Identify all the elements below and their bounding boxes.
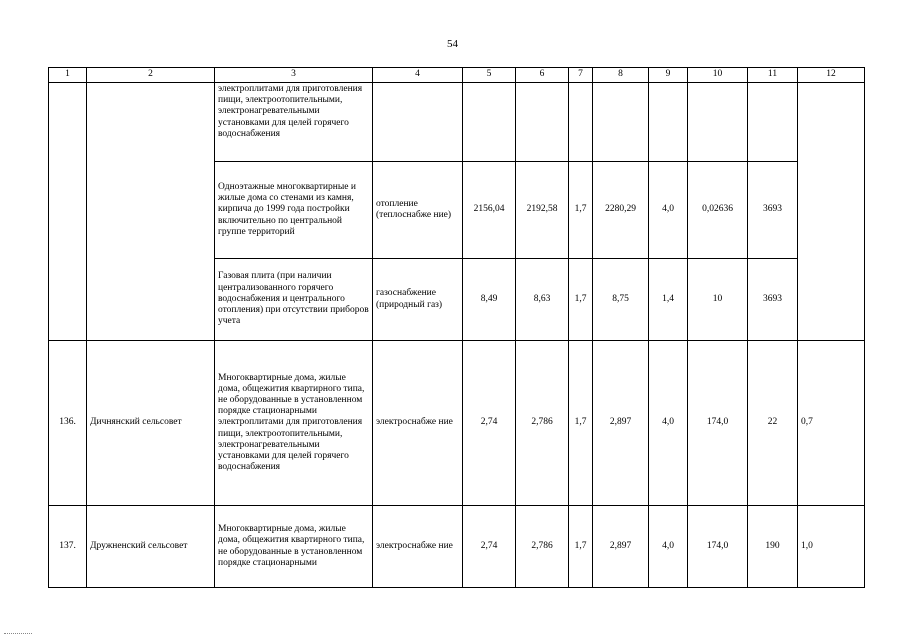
coefficient-cell (798, 83, 865, 341)
column-header: 1 (49, 68, 87, 83)
value-cell: 2,786 (516, 341, 569, 506)
column-header: 8 (593, 68, 649, 83)
value-cell: 2,74 (463, 506, 516, 588)
value-cell: 1,7 (569, 341, 593, 506)
column-header: 7 (569, 68, 593, 83)
description-cell: электроплитами для приготовления пищи, электроотопительными, электронагревательными установками для целей горячего водоснабжения (215, 83, 373, 162)
value-cell: 22 (748, 341, 798, 506)
value-cell: 1,4 (649, 259, 688, 341)
value-cell (688, 83, 748, 162)
value-cell: 8,75 (593, 259, 649, 341)
service-cell: газоснабжение (природный газ) (373, 259, 463, 341)
value-cell: 8,49 (463, 259, 516, 341)
settlement-cell: Дружненский сельсовет (87, 506, 215, 588)
value-cell: 4,0 (649, 162, 688, 259)
value-cell: 190 (748, 506, 798, 588)
value-cell: 8,63 (516, 259, 569, 341)
service-cell: электроснабже ние (373, 506, 463, 588)
value-cell (593, 83, 649, 162)
value-cell (569, 83, 593, 162)
value-cell: 2,897 (593, 506, 649, 588)
column-header: 9 (649, 68, 688, 83)
value-cell: 0,02636 (688, 162, 748, 259)
table-header-row (49, 68, 865, 83)
column-header: 5 (463, 68, 516, 83)
value-cell (649, 83, 688, 162)
table-row (49, 83, 865, 162)
value-cell (516, 83, 569, 162)
value-cell (748, 83, 798, 162)
column-header: 11 (748, 68, 798, 83)
value-cell: 174,0 (688, 341, 748, 506)
value-cell: 3693 (748, 162, 798, 259)
value-cell: 4,0 (649, 341, 688, 506)
column-header: 3 (215, 68, 373, 83)
description-cell: Газовая плита (при наличии централизованного горячего водоснабжения и центрального отопления) при отсутствии приборов учета (215, 259, 373, 341)
table-row (49, 341, 865, 506)
value-cell: 2280,29 (593, 162, 649, 259)
settlement-cell (87, 83, 215, 341)
value-cell: 4,0 (649, 506, 688, 588)
description-cell: Одноэтажные многоквартирные и жилые дома со стенами из камня, кирпича до 1999 года постройки включительно по центральной группе территорий (215, 162, 373, 259)
scan-artifact (4, 633, 32, 635)
table-row (49, 506, 865, 588)
value-cell: 1,7 (569, 506, 593, 588)
service-cell: отопление (теплоснабже ние) (373, 162, 463, 259)
description-cell: Многоквартирные дома, жилые дома, общежития квартирного типа, не оборудованные в установленном порядке стационарными электроплитами для приготовления пищи, электроотопительными, электронагревательными установками для целей горячего водоснабжения (215, 341, 373, 506)
coefficient-cell: 1,0 (798, 506, 865, 588)
value-cell: 1,7 (569, 162, 593, 259)
column-header: 4 (373, 68, 463, 83)
value-cell: 1,7 (569, 259, 593, 341)
value-cell: 10 (688, 259, 748, 341)
column-header: 2 (87, 68, 215, 83)
value-cell: 2156,04 (463, 162, 516, 259)
column-header: 12 (798, 68, 865, 83)
value-cell (463, 83, 516, 162)
value-cell: 2,74 (463, 341, 516, 506)
page-number: 54 (447, 38, 458, 50)
row-number-cell: 136. (49, 341, 87, 506)
coefficient-cell: 0,7 (798, 341, 865, 506)
value-cell: 2192,58 (516, 162, 569, 259)
value-cell: 3693 (748, 259, 798, 341)
column-header: 6 (516, 68, 569, 83)
row-number-cell (49, 83, 87, 341)
value-cell: 2,897 (593, 341, 649, 506)
tariff-table (48, 67, 865, 588)
service-cell: электроснабже ние (373, 341, 463, 506)
service-cell (373, 83, 463, 162)
settlement-cell: Дичнянский сельсовет (87, 341, 215, 506)
value-cell: 174,0 (688, 506, 748, 588)
column-header: 10 (688, 68, 748, 83)
value-cell: 2,786 (516, 506, 569, 588)
row-number-cell: 137. (49, 506, 87, 588)
description-cell: Многоквартирные дома, жилые дома, общежития квартирного типа, не оборудованные в установленном порядке стационарными (215, 506, 373, 588)
